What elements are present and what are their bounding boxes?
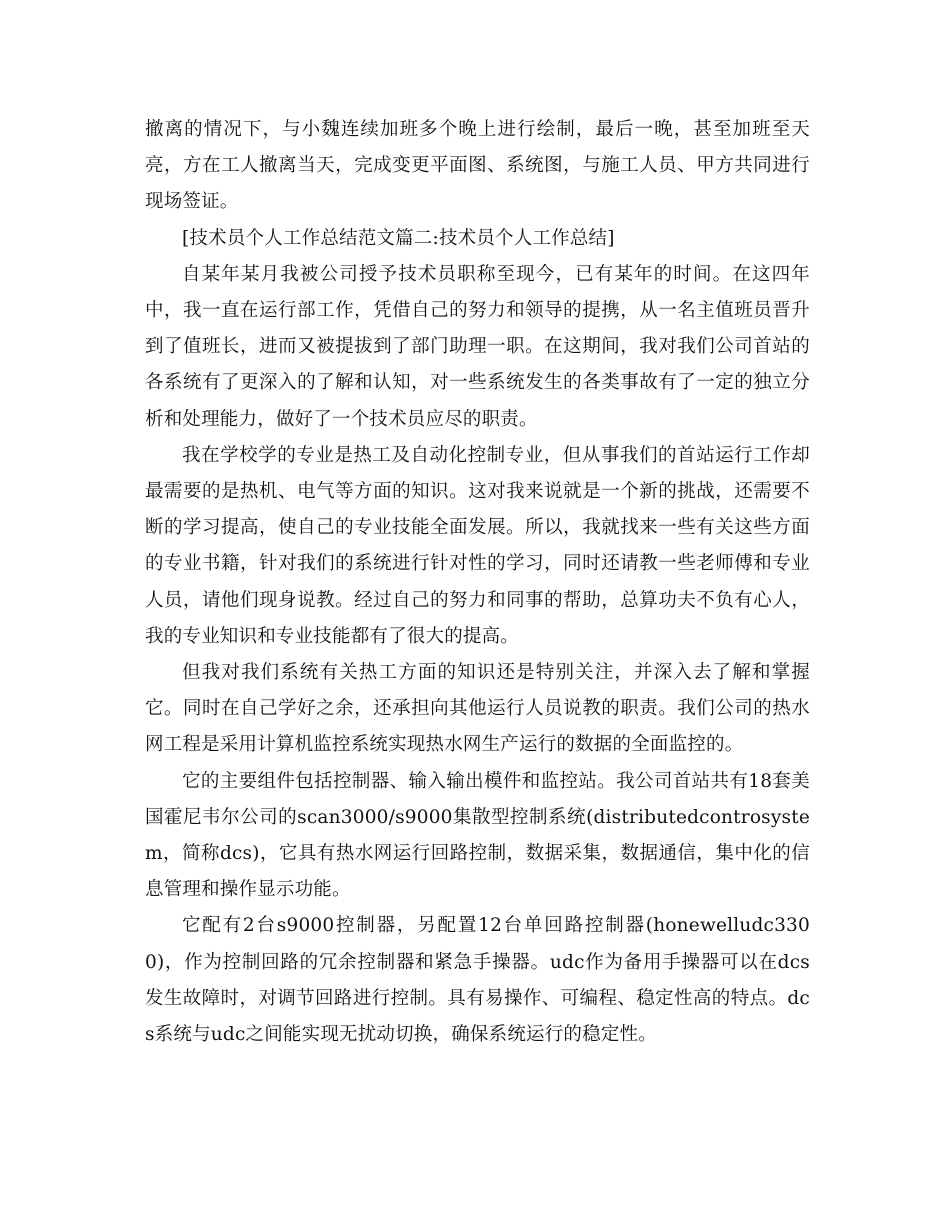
document-body: [145, 112, 810, 1053]
section-heading: [技术员个人工作总结范文篇二:技术员个人工作总结]: [182, 227, 615, 249]
paragraph-4: 我在学校学的专业是热工及自动化控制专业，但从事我们的首站运行工作却最需要的是热机、电气等方面的知识。这对我来说就是一个新的挑战，还需要不断的学习提高，使自己的专业技能全面发展。所以，我就找来一些有关这些方面的专业书籍，针对我们的系统进行针对性的学习，同时还请教一些老师傅和专业人员，请他们现身说教。经过自己的努力和同事的帮助，总算功夫不负有心人，我的专业知识和专业技能都有了很大的提高。: [145, 444, 810, 647]
paragraph-3: 自某年某月我被公司授予技术员职称至现今，已有某年的时间。在这四年中，我一直在运行部工作，凭借自己的努力和领导的提携，从一名主值班员晋升到了值班长，进而又被提拔到了部门助理一职。在这期间，我对我们公司首站的各系统有了更深入的了解和认知，对一些系统发生的各类事故有了一定的独立分析和处理能力，做好了一个技术员应尽的职责。: [145, 263, 810, 430]
paragraph-6: 它的主要组件包括控制器、输入输出模件和监控站。我公司首站共有18套美国霍尼韦尔公司的scan3000/s9000集散型控制系统(distributedcontrosystem，简称dcs)，它具有热水网运行回路控制，数据采集，数据通信，集中化的信息管理和操作显示功能。: [145, 770, 810, 901]
paragraph-7: 它配有2台s9000控制器，另配置12台单回路控制器(honewelludc3300)，作为控制回路的冗余控制器和紧急手操器。udc作为备用手操器可以在dcs发生故障时，对调节回路进行控制。具有易操作、可编程、稳定性高的特点。dcs系统与udc之间能实现无扰动切换，确保系统运行的稳定性。: [145, 915, 810, 1046]
paragraph-5: 但我对我们系统有关热工方面的知识还是特别关注，并深入去了解和掌握它。同时在自己学好之余，还承担向其他运行人员说教的职责。我们公司的热水网工程是采用计算机监控系统实现热水网生产运行的数据的全面监控的。: [145, 662, 810, 756]
paragraph-1: 撤离的情况下，与小魏连续加班多个晚上进行绘制，最后一晚，甚至加班至天亮，方在工人撤离当天，完成变更平面图、系统图，与施工人员、甲方共同进行现场签证。: [145, 119, 810, 213]
